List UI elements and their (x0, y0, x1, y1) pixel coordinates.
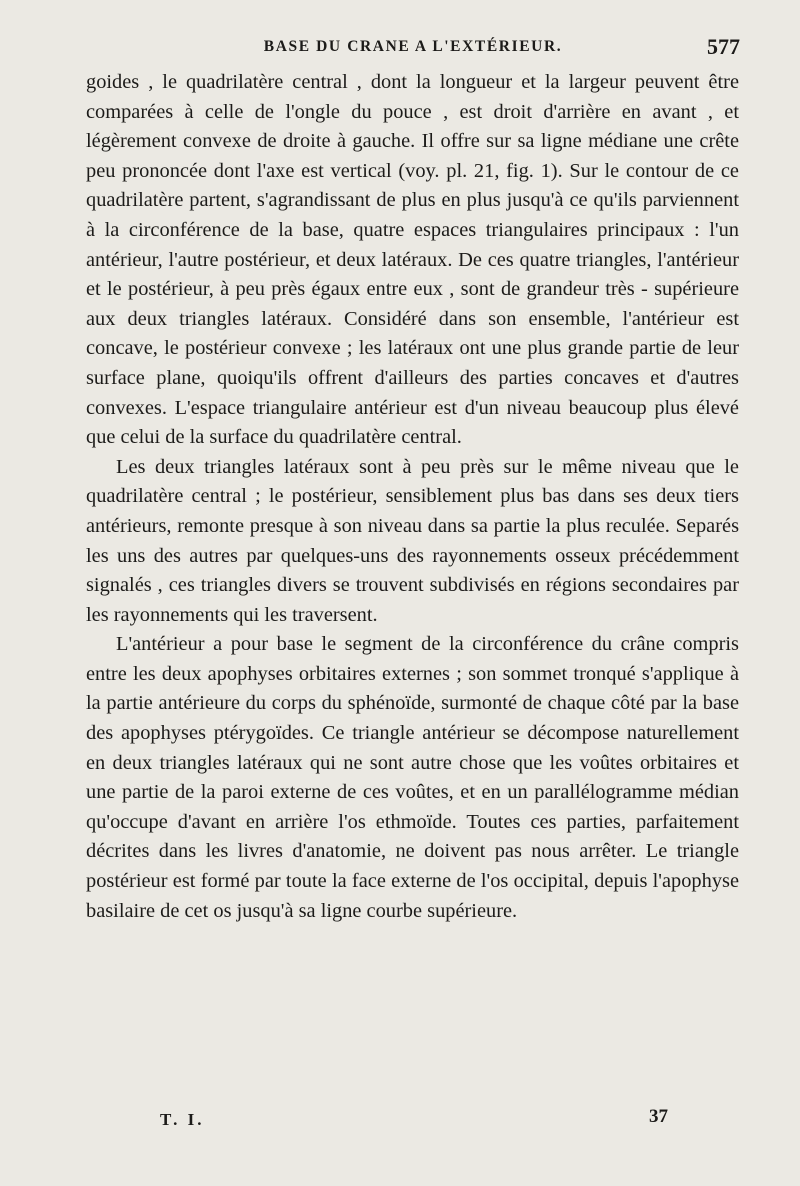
running-head (86, 34, 740, 64)
page-number: 577 (707, 34, 740, 59)
page-footer (150, 1106, 670, 1136)
paragraph-continuation: goides , le quadrilatère central , dont la longueur et la largeur peuvent être comparées à celle de l'ongle du pouce , est droit d'arrière en avant , et légèrement convexe de droite à gauche. Il offre sur sa ligne médiane une crête peu prononcée dont l'axe est vertical (voy. pl. 21, fig. 1). Sur le contour de ce quadrilatère partent, s'agrandissant de plus en plus jusqu'à ce qu'ils parviennent à la circonférence de la base, quatre espaces triangulaires principaux : l'un antérieur, l'autre postérieur, et deux latéraux. De ces quatre triangles, l'antérieur et le postérieur, à peu près égaux entre eux , sont de grandeur très - supérieure aux deux triangles latéraux. Considéré dans son ensemble, l'antérieur est concave, le postérieur convexe ; les latéraux ont une plus grande partie de leur surface plane, quoiqu'ils offrent d'ailleurs des parties concaves et d'autres convexes. L'espace triangulaire antérieur est d'un niveau beaucoup plus élevé que celui de la surface du quadrilatère central. (86, 71, 739, 449)
running-title: BASE DU CRANE A L'EXTÉRIEUR. (263, 38, 563, 55)
paragraph-lateral-triangles: Les deux triangles latéraux sont à peu près sur le même niveau que le quadrilatère central ; le postérieur, sensiblement plus bas dans ses deux tiers antérieurs, remonte presque à son niveau dans sa partie la plus reculée. Separés les uns des autres par quelques-uns des rayonnements osseux précédemment signalés , ces triangles divers se trouvent subdivisés en régions secondaires par les rayonnements qui les traversent. (86, 455, 739, 626)
paragraph-anterior-triangle: L'antérieur a pour base le segment de la circonférence du crâne compris entre les deux apophyses orbitaires externes ; son sommet tronqué s'applique à la partie antérieure du corps du sphénoïde, surmonté de chaque côté par la base des apophyses ptérygoïdes. Ce triangle antérieur se décompose naturellement en deux triangles latéraux qui ne sont autre chose que les voûtes orbitaires et une partie de la paroi externe de ces voûtes, et en un parallélogramme médian qu'occupe d'avant en arrière l'os ethmoïde. Toutes ces parties, parfaitement décrites dans les livres d'anatomie, ne doivent pas nous arrêter. Le triangle postérieur est formé par toute la face externe de l'os occipital, depuis l'apophyse basilaire de cet os jusqu'à sa ligne courbe supérieure. (86, 633, 739, 922)
gathering-number: 37 (649, 1106, 668, 1127)
volume-signature: T. I. (160, 1110, 205, 1129)
body-text (86, 68, 739, 926)
